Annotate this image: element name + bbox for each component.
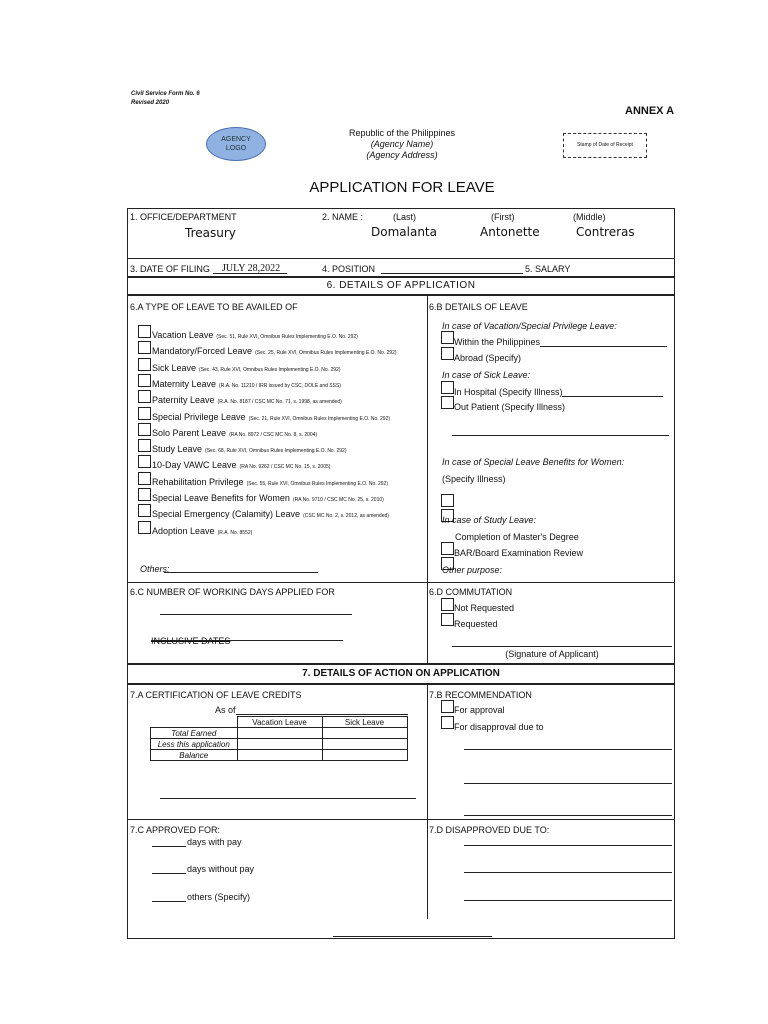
specify-illness-label: (Specify Illness) — [442, 474, 506, 484]
section6-title: 6. DETAILS OF APPLICATION — [326, 280, 476, 291]
leave-type-checkbox[interactable] — [138, 521, 151, 534]
leave-type-checkbox[interactable] — [138, 325, 151, 338]
table-row — [151, 739, 408, 750]
section7-title: 7. DETAILS OF ACTION ON APPLICATION — [302, 668, 500, 679]
within-line[interactable] — [540, 346, 667, 347]
disapproved-line[interactable] — [464, 900, 672, 901]
within-philippines-checkbox[interactable] — [441, 331, 454, 344]
bar-review-checkbox[interactable] — [441, 542, 454, 555]
disapproval-line[interactable] — [464, 749, 672, 750]
leave-type-reference: (CSC MC No. 2, s. 2012, as amended) — [303, 513, 389, 519]
leave-type-label: Mandatory/Forced Leave — [152, 346, 253, 356]
section7c-title: 7.C APPROVED FOR: — [130, 825, 221, 835]
section6b-title: 6.B DETAILS OF LEAVE — [429, 302, 528, 312]
divider — [127, 276, 675, 278]
leave-type-checkbox[interactable] — [138, 472, 151, 485]
table-row — [151, 728, 408, 739]
out-patient-label: Out Patient (Specify Illness) — [454, 402, 566, 412]
sick-caption: In case of Sick Leave: — [442, 370, 531, 380]
row-label: Less this application — [151, 739, 238, 750]
abroad-checkbox[interactable] — [441, 347, 454, 360]
date-filing-value[interactable]: JULY 28,2022 — [222, 263, 281, 274]
disapproved-line[interactable] — [464, 845, 672, 846]
leave-type-label: Special Emergency (Calamity) Leave — [152, 509, 301, 519]
leave-type-reference: (RA No. 8972 / CSC MC No. 8, s. 2004) — [229, 432, 318, 438]
disapproval-line[interactable] — [464, 783, 672, 784]
leave-type-label: Solo Parent Leave — [152, 428, 227, 438]
vacation-leave-header: Vacation Leave — [237, 717, 322, 728]
requested-checkbox[interactable] — [441, 613, 454, 626]
leave-type-item — [152, 395, 342, 405]
for-approval-label: For approval — [454, 705, 505, 715]
days-without-pay-label: days without pay — [187, 864, 255, 874]
divider — [127, 258, 675, 259]
other-purpose-label: Other purpose: — [442, 565, 503, 575]
divider — [127, 582, 675, 583]
office-value[interactable]: Treasury — [185, 226, 236, 240]
logo-text-2: LOGO — [225, 145, 247, 152]
others-line[interactable] — [164, 572, 318, 573]
leave-type-checkbox[interactable] — [138, 358, 151, 371]
leave-type-label: Study Leave — [152, 444, 203, 454]
leave-type-item — [152, 460, 330, 470]
column-divider — [427, 685, 428, 919]
form-title: APPLICATION FOR LEAVE — [309, 179, 495, 196]
not-requested-label: Not Requested — [454, 603, 515, 613]
leave-type-item — [152, 330, 358, 340]
leave-type-item — [152, 509, 389, 519]
working-days-line[interactable] — [160, 614, 352, 615]
signature-line[interactable] — [452, 646, 672, 647]
form-revision: Revised 2020 — [131, 100, 170, 106]
leave-type-label: Adoption Leave — [152, 526, 215, 536]
leave-type-reference: (RA No. 9710 / CSC MC No. 25, s. 2010) — [292, 497, 384, 503]
requested-label: Requested — [454, 619, 498, 629]
leave-type-label: Special Privilege Leave — [152, 412, 246, 422]
others-label: Others: — [140, 564, 170, 574]
leave-type-item — [152, 346, 397, 356]
days-with-pay-line[interactable] — [152, 846, 186, 847]
section6a-title: 6.A TYPE OF LEAVE TO BE AVAILED OF — [130, 302, 298, 312]
sick-cell[interactable] — [322, 739, 407, 750]
divider — [127, 294, 675, 296]
inclusive-dates-line[interactable] — [151, 640, 343, 641]
vacation-cell[interactable] — [237, 728, 322, 739]
leave-type-reference: (R.A. No. 8552) — [217, 530, 253, 536]
outpatient-line[interactable] — [452, 435, 669, 436]
authorized-official-line[interactable] — [333, 936, 492, 937]
days-without-pay-line[interactable] — [152, 873, 186, 874]
in-hospital-label: In Hospital (Specify Illness) — [454, 387, 563, 397]
section6c-title: 6.C NUMBER OF WORKING DAYS APPLIED FOR — [130, 587, 335, 597]
middle-name-label: (Middle) — [573, 212, 606, 222]
not-requested-checkbox[interactable] — [441, 598, 454, 611]
row-label: Total Earned — [151, 728, 238, 739]
leave-type-item — [152, 363, 340, 373]
republic-line: Republic of the Philippines — [348, 128, 456, 138]
vacation-cell[interactable] — [237, 750, 322, 761]
leave-type-item — [152, 379, 341, 389]
first-name-label: (First) — [491, 212, 515, 222]
signature-label: (Signature of Applicant) — [505, 649, 599, 659]
leave-type-reference: (RA No. 9262 / CSC MC No. 15, s. 2005) — [239, 464, 331, 470]
leave-type-reference: (R.A. No. 11210 / IRR issued by CSC, DOLE and SSS) — [219, 383, 341, 389]
leave-type-label: Paternity Leave — [152, 395, 215, 405]
women-checkbox-1[interactable] — [441, 494, 454, 507]
first-name-value[interactable]: Antonette — [480, 225, 540, 239]
leave-type-checkbox[interactable] — [138, 423, 151, 436]
leave-type-item — [152, 428, 317, 438]
out-patient-checkbox[interactable] — [441, 396, 454, 409]
last-name-value[interactable]: Domalanta — [371, 225, 437, 239]
leave-type-reference: (Sec. 43, Rule XVI, Omnibus Rules Implementing E.O. No. 292) — [199, 367, 341, 373]
table-row — [151, 750, 408, 761]
agency-address: (Agency Address) — [366, 150, 438, 160]
leave-type-label: 10-Day VAWC Leave — [152, 460, 237, 470]
section6d-title: 6.D COMMUTATION — [429, 587, 513, 597]
abroad-label: Abroad (Specify) — [454, 353, 522, 363]
leave-type-checkbox[interactable] — [138, 439, 151, 452]
leave-type-checkbox[interactable] — [138, 488, 151, 501]
leave-type-checkbox[interactable] — [138, 341, 151, 354]
vacation-cell[interactable] — [237, 739, 322, 750]
vacation-caption: In case of Vacation/Special Privilege Leave: — [442, 321, 617, 331]
leave-type-reference: (Sec. 21, Rule XVI, Omnibus Rules Implementing E.O. No. 292) — [248, 416, 391, 422]
leave-type-reference: (Sec. 51, Rule XVI, Omnibus Rules Implementing E.O. No. 292) — [216, 334, 358, 340]
leave-type-item — [152, 526, 252, 536]
as-of-label: As of — [215, 705, 236, 715]
section7a-title: 7.A CERTIFICATION OF LEAVE CREDITS — [130, 690, 302, 700]
agency-name: (Agency Name) — [370, 139, 434, 149]
as-of-line[interactable] — [236, 714, 408, 715]
leave-type-checkbox[interactable] — [138, 455, 151, 468]
hospital-line[interactable] — [562, 396, 663, 397]
leave-type-reference: (R.A. No. 8187 / CSC MC No. 71, s. 1998, as amended) — [217, 399, 342, 405]
disapproved-line[interactable] — [464, 872, 672, 873]
salary-label: 5. SALARY — [525, 264, 571, 274]
annex-label: ANNEX A — [625, 105, 675, 117]
women-caption: In case of Special Leave Benefits for Women: — [442, 457, 625, 467]
days-with-pay-label: days with pay — [187, 837, 242, 847]
position-line[interactable] — [381, 273, 523, 274]
position-label: 4. POSITION — [322, 264, 376, 274]
leave-type-item — [152, 493, 384, 503]
name-label: 2. NAME : — [322, 212, 364, 222]
divider — [127, 819, 675, 820]
leave-type-checkbox[interactable] — [138, 407, 151, 420]
date-filing-line — [213, 273, 287, 274]
leave-type-item — [152, 444, 347, 454]
last-name-label: (Last) — [393, 212, 417, 222]
leave-type-label: Sick Leave — [152, 363, 197, 373]
sick-leave-header: Sick Leave — [322, 717, 407, 728]
leave-type-label: Maternity Leave — [152, 379, 217, 389]
column-divider — [427, 582, 428, 663]
bar-review-label: BAR/Board Examination Review — [454, 548, 584, 558]
leave-type-checkbox[interactable] — [138, 390, 151, 403]
leave-type-label: Special Leave Benefits for Women — [152, 493, 290, 503]
column-divider — [427, 296, 428, 582]
others-specify-label: others (Specify) — [187, 892, 251, 902]
certifying-officer-line[interactable] — [160, 798, 416, 799]
leave-type-label: Rehabilitation Privilege — [152, 477, 244, 487]
leave-type-item — [152, 412, 390, 422]
disapproval-line[interactable] — [464, 815, 672, 816]
leave-type-checkbox[interactable] — [138, 374, 151, 387]
in-hospital-checkbox[interactable] — [441, 381, 454, 394]
inclusive-dates-label: INCLUSIVE DATES — [151, 636, 231, 646]
leave-type-reference: (Sec. 25, Rule XVI, Omnibus Rules Implementing E.O. No. 292) — [255, 350, 397, 356]
sick-cell[interactable] — [322, 728, 407, 739]
leave-type-checkbox[interactable] — [138, 504, 151, 517]
leave-type-item — [152, 477, 388, 487]
row-label: Balance — [151, 750, 238, 761]
for-disapproval-label: For disapproval due to — [454, 722, 544, 732]
divider — [127, 683, 675, 685]
leave-type-label: Vacation Leave — [152, 330, 214, 340]
middle-name-value[interactable]: Contreras — [576, 225, 635, 239]
study-caption: In case of Study Leave: — [442, 515, 537, 525]
section7d-title: 7.D DISAPPROVED DUE TO: — [429, 825, 550, 835]
leave-type-reference: (Sec. 68, Rule XVI, Omnibus Rules Implementing E.O. No. 292) — [205, 448, 347, 454]
form-number: Civil Service Form No. 6 — [131, 91, 200, 97]
for-approval-checkbox[interactable] — [441, 700, 454, 713]
leave-credits-table — [150, 716, 408, 761]
logo-text-1: AGENCY — [221, 136, 251, 143]
sick-cell[interactable] — [322, 750, 407, 761]
within-philippines-label: Within the Philippines — [454, 337, 541, 347]
for-disapproval-checkbox[interactable] — [441, 716, 454, 729]
agency-logo — [206, 127, 266, 161]
date-filing-label: 3. DATE OF FILING — [130, 264, 210, 274]
others-specify-line[interactable] — [152, 901, 186, 902]
date-stamp-box — [563, 133, 647, 158]
office-label: 1. OFFICE/DEPARTMENT — [130, 212, 237, 222]
divider — [127, 663, 675, 665]
masters-label: Completion of Master's Degree — [455, 532, 579, 542]
leave-type-reference: (Sec. 55, Rule XVI, Omnibus Rules Implementing E.O. No. 292) — [246, 481, 389, 487]
section7b-title: 7.B RECOMMENDATION — [429, 690, 532, 700]
stamp-label: Stamp of Date of Receipt — [577, 142, 633, 148]
